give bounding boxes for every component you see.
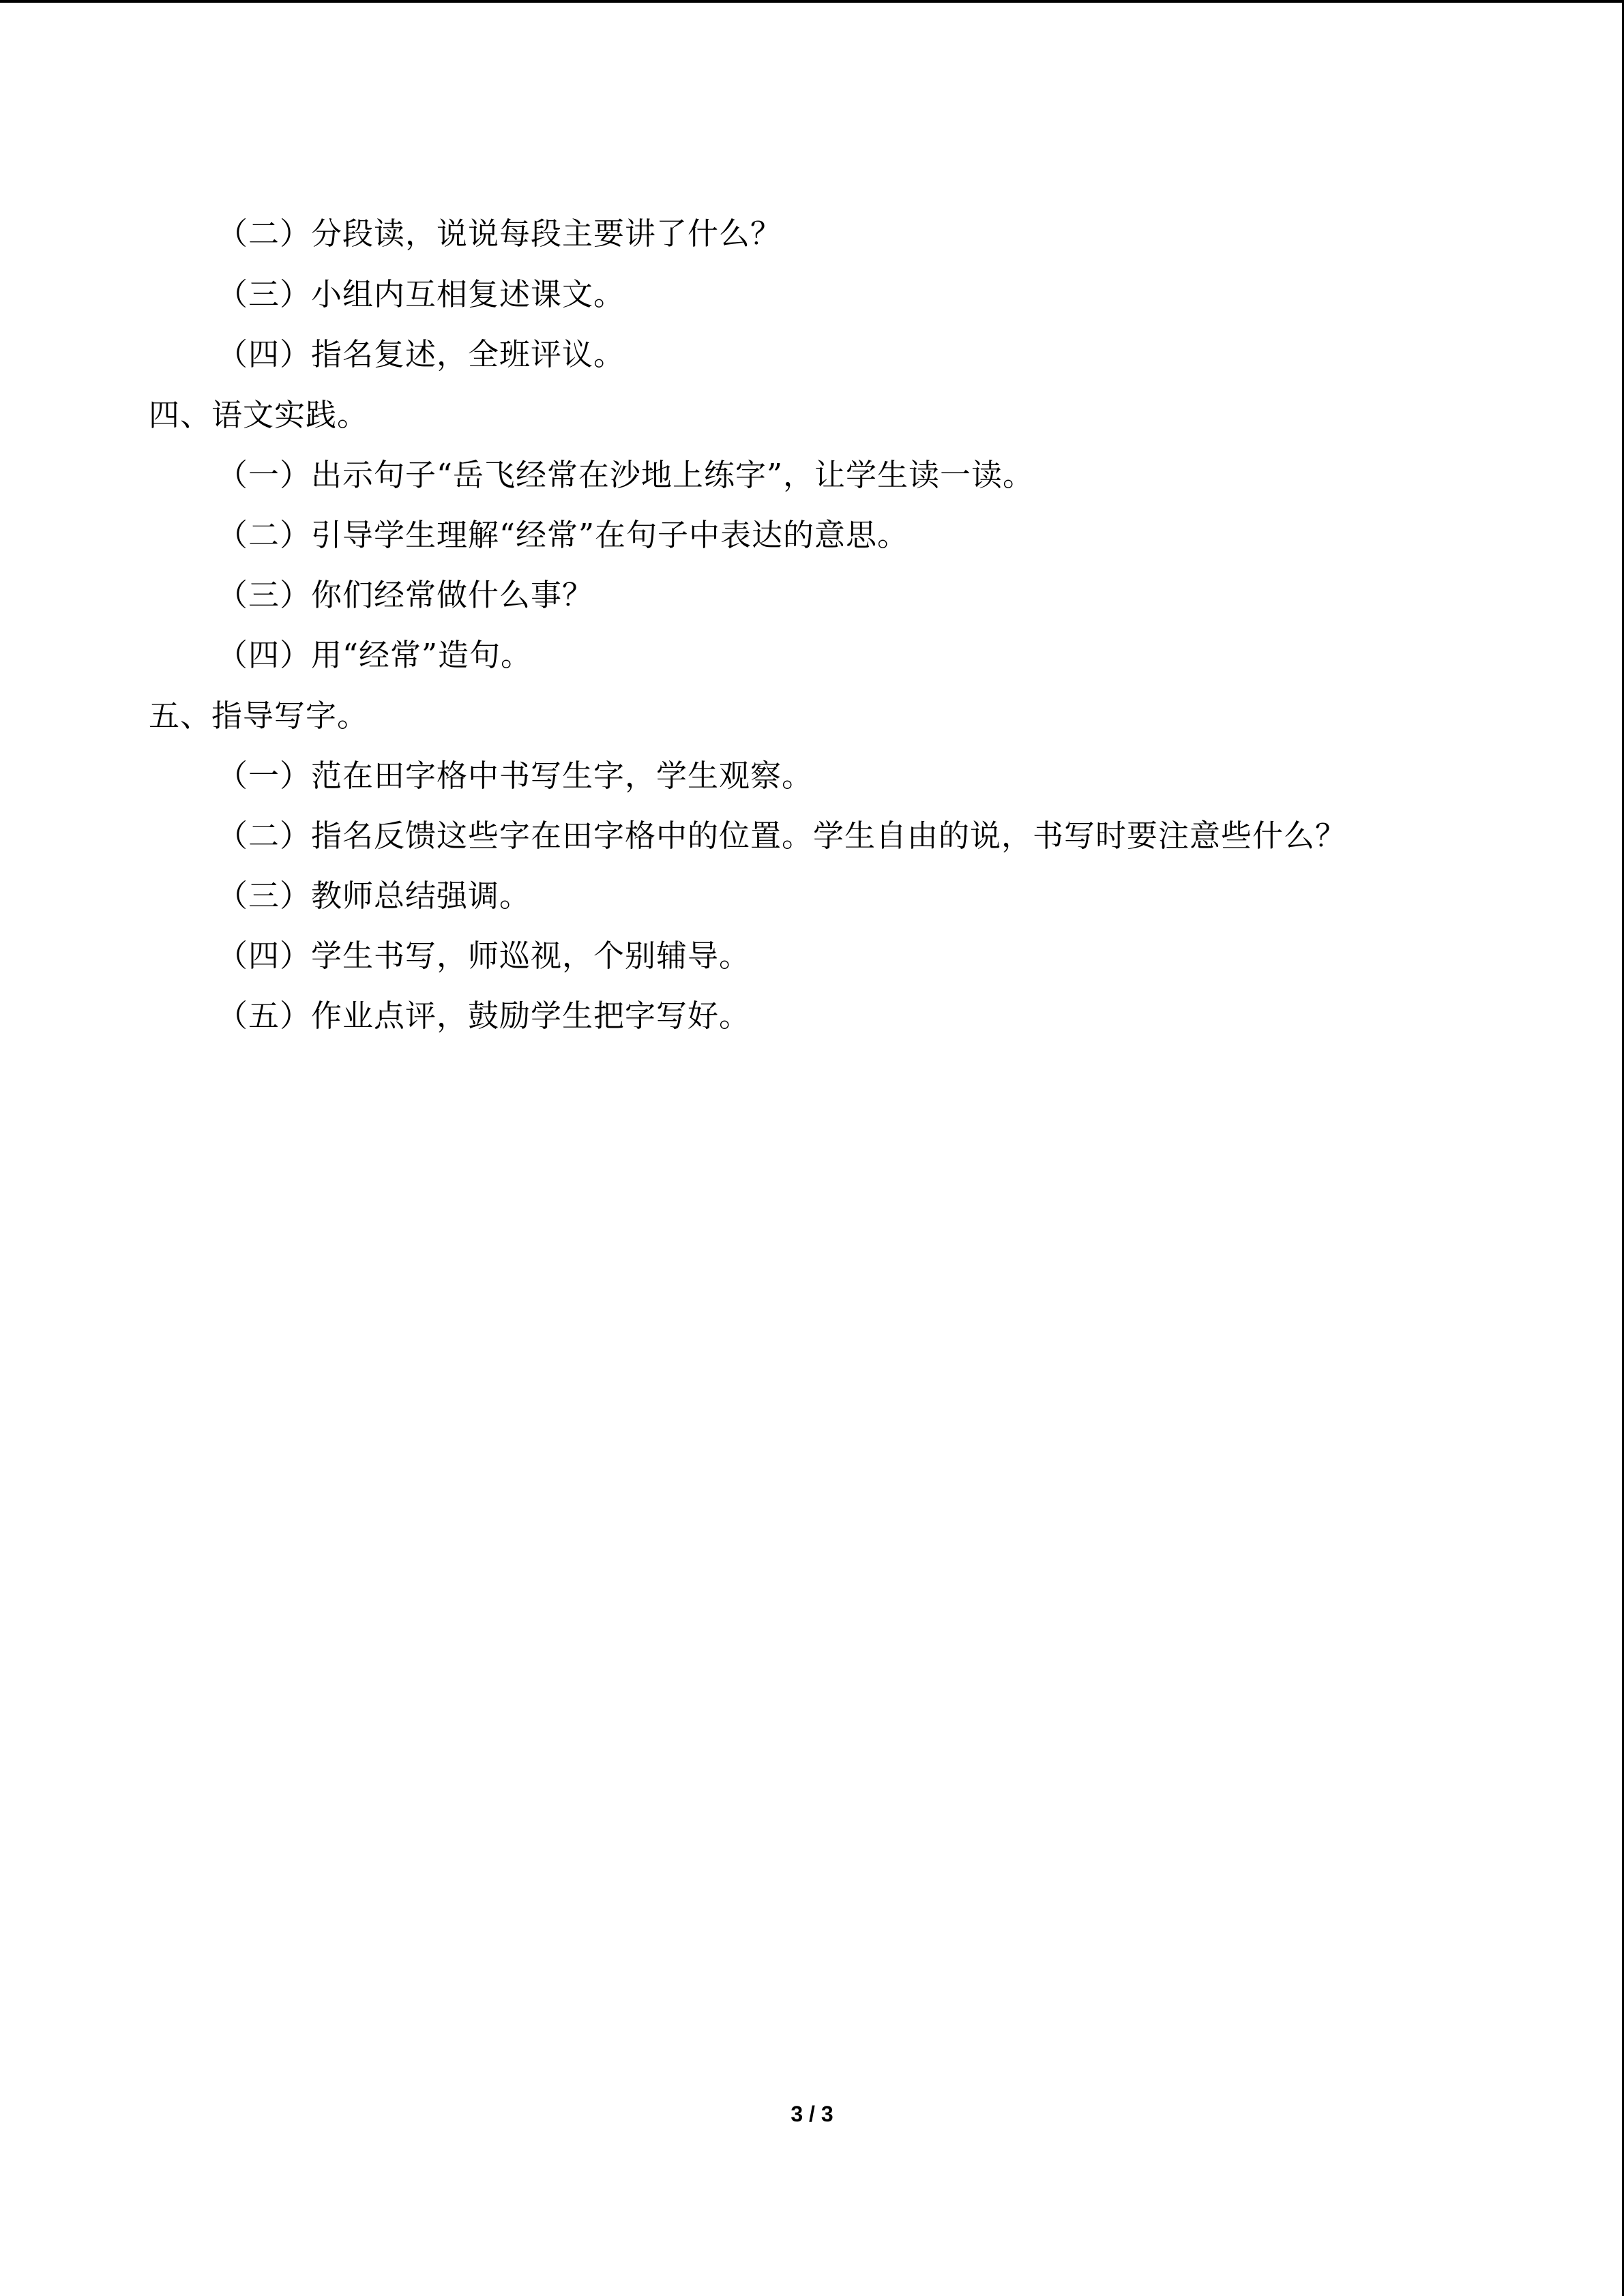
- list-item: （四）用“经常”造句。: [217, 637, 533, 673]
- list-item: （四）学生书写，师巡视，个别辅导。: [217, 938, 751, 974]
- page-top-border: [0, 0, 1624, 3]
- list-item: （一）出示句子“岳飞经常在沙地上练字”，让学生读一读。: [217, 457, 1035, 493]
- list-item: （三）小组内互相复述课文。: [217, 276, 625, 312]
- list-item: （四）指名复述，全班评议。: [217, 336, 625, 372]
- list-item: （三）教师总结强调。: [217, 878, 531, 914]
- list-item: （一）范在田字格中书写生字，学生观察。: [217, 758, 814, 794]
- list-item: （二）分段读，说说每段主要讲了什么？: [217, 215, 782, 252]
- section-heading: 四、语文实践。: [149, 397, 369, 433]
- list-item: （二）引导学生理解“经常”在句子中表达的意思。: [217, 517, 909, 553]
- list-item: （二）指名反馈这些字在田字格中的位置。学生自由的说，书写时要注意些什么？: [217, 818, 1347, 854]
- page-number: 3 / 3: [791, 2102, 833, 2126]
- section-heading: 五、指导写字。: [149, 698, 369, 734]
- list-item: （三）你们经常做什么事？: [217, 577, 594, 613]
- list-item: （五）作业点评，鼓励学生把字写好。: [217, 998, 751, 1034]
